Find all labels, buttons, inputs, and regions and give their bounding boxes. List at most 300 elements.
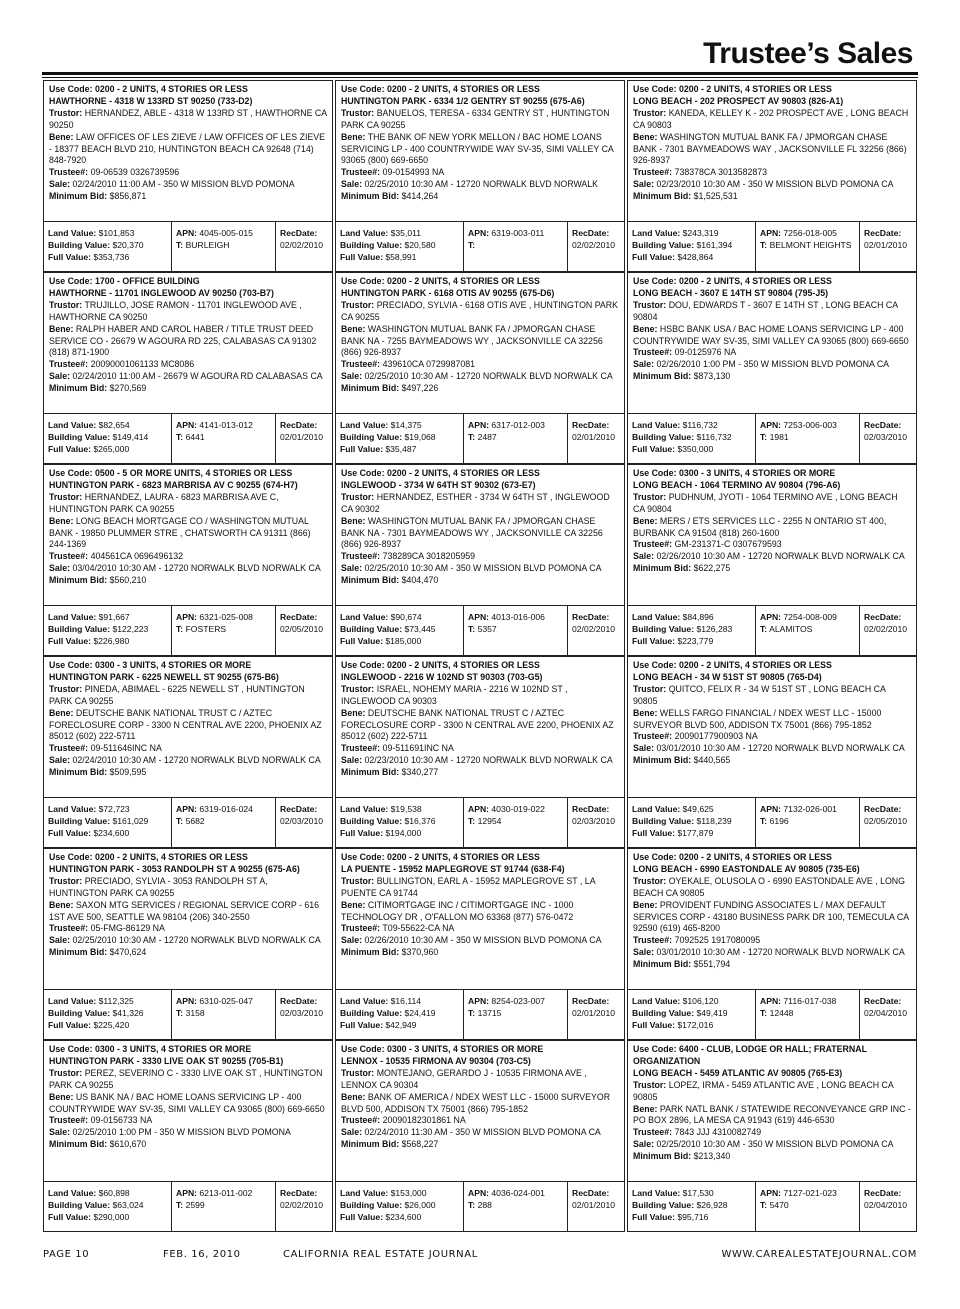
listing-values (628, 797, 916, 847)
apn-cell (755, 606, 859, 655)
use-code-label: Use Code: (341, 84, 385, 94)
value-row (280, 1187, 329, 1199)
value-row (48, 419, 168, 431)
listing-sale: 02/24/2010 10:30 AM - 12720 NORWALK BLVD NORWALK CA (72, 755, 321, 766)
listing-sale: 02/24/2010 11:30 AM - 350 W MISSION BLVD POMONA CA (364, 1127, 601, 1138)
value-row (176, 1199, 272, 1211)
listing-address: HAWTHORNE - 11701 INGLEWOOD AV 90250 (703-B7) (49, 287, 274, 298)
land-label: Land Value: (632, 995, 681, 1006)
trustee-label: Trustee#: (341, 743, 381, 754)
value-row (572, 419, 621, 431)
sale-label: Sale: (633, 947, 655, 958)
building-label: Building Value: (632, 431, 695, 442)
listing-bene-line (341, 132, 619, 168)
sale-label: Sale: (633, 743, 655, 754)
listing-t: 3158 (185, 1007, 205, 1018)
listing-building: $41,326 (112, 1007, 144, 1018)
listing-apn: 6319-003-011 (491, 227, 545, 238)
listing-bene-line (633, 132, 911, 168)
listing-trustee-line (49, 359, 327, 371)
listing-use-code-line (633, 276, 911, 288)
listing-trustee: GM-231371-C 0307679593 (674, 539, 782, 550)
listing-values (336, 413, 624, 463)
value-row (48, 1187, 168, 1199)
recdate-label: RecDate: (280, 227, 318, 238)
listing-recdate: 02/02/2010 (280, 1199, 324, 1210)
listing-bene-line (49, 324, 327, 360)
building-label: Building Value: (48, 1199, 111, 1210)
bene-label: Bene: (633, 515, 658, 526)
sale-label: Sale: (49, 179, 71, 190)
listing-trustee-line (49, 923, 327, 935)
land-label: Land Value: (48, 803, 97, 814)
listing-building: $161,394 (696, 239, 733, 250)
listing-values (336, 1181, 624, 1231)
listing-min-bid: $622,275 (693, 563, 731, 574)
listing-address: LONG BEACH - 34 W 51ST ST 90805 (765-D4) (633, 671, 822, 682)
listing-trustee-line (49, 743, 327, 755)
listing-sale-line (633, 551, 911, 563)
min-bid-label: Minimum Bid: (341, 767, 400, 778)
listing-card (43, 1040, 333, 1232)
value-row (340, 623, 460, 635)
t-label: T: (760, 1199, 768, 1210)
listing-full: $226,980 (93, 635, 130, 646)
building-label: Building Value: (340, 1007, 403, 1018)
recdate-label: RecDate: (864, 227, 902, 238)
listing-t: 6441 (185, 431, 205, 442)
listing-trustor-line (633, 1080, 911, 1104)
value-row (280, 419, 329, 431)
value-row (340, 239, 460, 251)
listing-address: HUNTINGTON PARK - 3053 RANDOLPH ST A 90255 (675-A6) (49, 863, 300, 874)
listing-recdate: 02/03/2010 (280, 1007, 324, 1018)
values-cell (628, 1182, 755, 1231)
trustee-label: Trustee#: (633, 731, 673, 742)
trustee-label: Trustee#: (633, 347, 673, 358)
value-row (572, 239, 621, 251)
listing-recdate: 02/01/2010 (864, 239, 908, 250)
land-label: Land Value: (340, 611, 389, 622)
listing-land: $106,120 (682, 995, 719, 1006)
listing-use-code: 0200 - 2 UNITS, 4 STORIES OR LESS (386, 84, 540, 94)
t-label: T: (468, 1199, 476, 1210)
footer-website[interactable]: WWW.CAREALESTATEJOURNAL.COM (721, 1249, 917, 1260)
full-label: Full Value: (632, 635, 675, 646)
sale-label: Sale: (49, 755, 71, 766)
listing-min-bid: $404,470 (401, 575, 439, 586)
listing-address-line (633, 1068, 911, 1080)
listing-trustee: 09-06539 0326739596 (90, 167, 180, 178)
full-label: Full Value: (48, 827, 91, 838)
listing-use-code-line (341, 468, 619, 480)
listing-use-code: 0300 - 3 UNITS, 4 STORIES OR MORE (678, 468, 836, 478)
min-bid-label: Minimum Bid: (633, 755, 692, 766)
listing-apn: 6319-016-024 (199, 803, 253, 814)
trustee-label: Trustee#: (633, 167, 673, 178)
listing-full: $353,736 (93, 251, 130, 262)
listing-bene-line (633, 900, 911, 936)
sale-label: Sale: (341, 179, 363, 190)
listing-use-code-line (49, 84, 327, 96)
listing-building: $122,223 (112, 623, 149, 634)
listing-use-code: 0200 - 2 UNITS, 4 STORIES OR LESS (678, 660, 832, 670)
listing-min-bid: $509,595 (109, 767, 147, 778)
listing-min-bid-line (341, 767, 619, 779)
listing-apn: 4013-016-006 (491, 611, 545, 622)
trustor-label: Trustor: (341, 299, 375, 310)
listing-sale: 03/01/2010 10:30 AM - 12720 NORWALK BLVD NORWALK CA (656, 947, 905, 958)
value-row (572, 1187, 621, 1199)
values-cell (44, 798, 171, 847)
trustee-label: Trustee#: (49, 743, 89, 754)
listing-apn: 6321-025-008 (199, 611, 253, 622)
listing-details (44, 1041, 332, 1181)
footer-page-number: PAGE 10 (43, 1249, 90, 1260)
use-code-label: Use Code: (633, 1044, 677, 1054)
sale-label: Sale: (633, 1139, 655, 1150)
listing-apn: 6317-012-003 (491, 419, 545, 430)
min-bid-label: Minimum Bid: (49, 947, 108, 958)
listing-values (336, 605, 624, 655)
recdate-cell (567, 798, 624, 847)
listing-sale: 02/26/2010 10:30 AM - 12720 NORWALK BLVD NORWALK CA (656, 551, 905, 562)
sale-label: Sale: (341, 935, 363, 946)
listing-use-code: 0200 - 2 UNITS, 4 STORIES OR LESS (386, 852, 540, 862)
apn-cell (755, 1182, 859, 1231)
recdate-label: RecDate: (572, 1187, 610, 1198)
listing-address-line (633, 672, 911, 684)
listing-use-code: 0200 - 2 UNITS, 4 STORIES OR LESS (678, 84, 832, 94)
use-code-label: Use Code: (49, 660, 93, 670)
sale-label: Sale: (341, 755, 363, 766)
listing-bene: DEUTSCHE BANK NATIONAL TRUST C / AZTEC FORECLOSURE CORP - 3300 N CENTRAL AVE 2200, PHOENIX AZ 85012 (602) 222-5711 (341, 707, 614, 742)
listing-trustee-line (49, 551, 327, 563)
apn-label: APN: (468, 611, 490, 622)
trustor-label: Trustor: (49, 875, 83, 886)
listing-sale: 02/25/2010 10:30 AM - 350 W MISSION BLVD POMONA CA (364, 563, 602, 574)
listing-use-code: 0500 - 5 OR MORE UNITS, 4 STORIES OR LESS (94, 468, 293, 478)
value-row (572, 815, 621, 827)
full-label: Full Value: (632, 1211, 675, 1222)
min-bid-label: Minimum Bid: (633, 959, 692, 970)
values-cell (44, 1182, 171, 1231)
values-cell (628, 414, 755, 463)
value-row (572, 1007, 621, 1019)
listing-sale-line (341, 371, 619, 383)
recdate-label: RecDate: (280, 995, 318, 1006)
listing-sale-line (341, 935, 619, 947)
value-row (468, 803, 564, 815)
value-row (176, 611, 272, 623)
listing-sale: 02/26/2010 10:30 AM - 350 W MISSION BLVD POMONA CA (364, 935, 602, 946)
listing-sale: 03/01/2010 10:30 AM - 12720 NORWALK BLVD NORWALK CA (656, 743, 905, 754)
apn-cell (171, 222, 275, 271)
recdate-cell (859, 798, 916, 847)
listing-trustor-line (633, 492, 911, 516)
listing-min-bid: $568,227 (401, 1139, 439, 1150)
listing-bene: HSBC BANK USA / BAC HOME LOANS SERVICING LP - 400 COUNTRYWIDE WAY SV-35, SIMI VALLEY CA 93065 (800) 669-6650 (633, 323, 909, 346)
listing-use-code-line (49, 276, 327, 288)
listing-details (44, 273, 332, 413)
listing-trustee: 7843 JJJ 4310082749 (674, 1127, 762, 1138)
listing-land: $101,853 (98, 227, 135, 238)
listing-land: $60,898 (98, 1187, 130, 1198)
listing-recdate: 02/01/2010 (280, 431, 324, 442)
sale-label: Sale: (49, 935, 71, 946)
listing-full: $42,949 (385, 1019, 417, 1030)
listing-trustor: KANEDA, KELLEY K - 202 PROSPECT AVE , LONG BEACH CA 90803 (633, 107, 909, 130)
listing-trustor: HERNANDEZ, LAURA - 6823 MARBRISA AVE C, HUNTINGTON PARK CA 90255 (49, 491, 279, 514)
recdate-cell (275, 990, 332, 1039)
listing-apn: 8254-023-007 (491, 995, 545, 1006)
value-row (340, 443, 460, 455)
value-row (760, 239, 856, 251)
listing-land: $35,011 (390, 227, 422, 238)
values-cell (44, 222, 171, 271)
listing-recdate: 02/01/2010 (572, 431, 616, 442)
listing-trustor: PEREZ, SEVERINO C - 3330 LIVE OAK ST , HUNTINGTON PARK CA 90255 (49, 1067, 323, 1090)
building-label: Building Value: (48, 1007, 111, 1018)
listing-card (335, 1040, 625, 1232)
value-row (340, 251, 460, 263)
listing-land: $153,000 (390, 1187, 427, 1198)
listing-card (627, 80, 917, 272)
value-row (176, 1187, 272, 1199)
value-row (468, 1187, 564, 1199)
value-row (632, 1007, 752, 1019)
value-row (632, 1187, 752, 1199)
listing-land: $243,319 (682, 227, 719, 238)
apn-label: APN: (468, 1187, 490, 1198)
use-code-label: Use Code: (341, 852, 385, 862)
recdate-cell (567, 414, 624, 463)
listing-card (43, 656, 333, 848)
trustee-label: Trustee#: (341, 359, 381, 370)
t-label: T: (760, 623, 768, 634)
value-row (864, 611, 913, 623)
building-label: Building Value: (48, 431, 111, 442)
value-row (280, 803, 329, 815)
building-label: Building Value: (48, 623, 111, 634)
listing-land: $17,530 (682, 1187, 714, 1198)
full-label: Full Value: (48, 1019, 91, 1030)
full-label: Full Value: (340, 827, 383, 838)
listing-min-bid: $1,525,531 (693, 191, 738, 202)
value-row (468, 815, 564, 827)
listing-address-line (633, 288, 911, 300)
listing-bene: WASHINGTON MUTUAL BANK FA / JPMORGAN CHASE BANK - 7301 BAYMEADOWS WAY , JACKSONVILLE FL 32256 (866) 926-8937 (633, 131, 907, 166)
listing-card (43, 80, 333, 272)
building-label: Building Value: (340, 623, 403, 634)
use-code-label: Use Code: (633, 468, 677, 478)
land-label: Land Value: (632, 803, 681, 814)
listing-trustor: PINEDA, ABIMAEL - 6225 NEWELL ST , HUNTINGTON PARK CA 90255 (49, 683, 305, 706)
listing-trustor: PUDHNUM, JYOTI - 1064 TERMINO AVE , LONG BEACH CA 90804 (633, 491, 898, 514)
listing-sale: 02/25/2010 10:30 AM - 350 W MISSION BLVD POMONA CA (656, 1139, 894, 1150)
listing-address: INGLEWOOD - 2216 W 102ND ST 90303 (703-G5) (341, 671, 543, 682)
listing-land: $90,674 (390, 611, 422, 622)
bene-label: Bene: (49, 131, 74, 142)
listing-apn: 7132-026-001 (783, 803, 837, 814)
apn-cell (755, 222, 859, 271)
apn-label: APN: (468, 803, 490, 814)
value-row (280, 239, 329, 251)
listing-use-code-line (341, 84, 619, 96)
listing-address: HUNTINGTON PARK - 3330 LIVE OAK ST 90255 (705-B1) (49, 1055, 284, 1066)
apn-label: APN: (176, 227, 198, 238)
trustee-label: Trustee#: (341, 551, 381, 562)
value-row (760, 227, 856, 239)
listing-details (628, 1041, 916, 1181)
value-row (340, 803, 460, 815)
building-label: Building Value: (632, 623, 695, 634)
value-row (280, 1199, 329, 1211)
building-label: Building Value: (340, 431, 403, 442)
listing-trustee-line (341, 551, 619, 563)
recdate-cell (567, 990, 624, 1039)
land-label: Land Value: (632, 227, 681, 238)
t-label: T: (760, 431, 768, 442)
listing-use-code-line (49, 468, 327, 480)
listing-address-line (341, 480, 619, 492)
min-bid-label: Minimum Bid: (49, 191, 108, 202)
listing-min-bid: $560,210 (109, 575, 147, 586)
listing-address: LONG BEACH - 5459 ATLANTIC AV 90805 (765-E3) (633, 1067, 843, 1078)
t-label: T: (760, 239, 768, 250)
listing-sale: 02/25/2010 10:30 AM - 12720 NORWALK BLVD NORWALK CA (72, 935, 321, 946)
listing-building: $26,000 (404, 1199, 436, 1210)
value-row (760, 1007, 856, 1019)
trustor-label: Trustor: (633, 1079, 667, 1090)
listing-full: $35,487 (385, 443, 417, 454)
value-row (760, 623, 856, 635)
listing-address: HUNTINGTON PARK - 6168 OTIS AV 90255 (675-D6) (341, 287, 555, 298)
value-row (340, 1187, 460, 1199)
values-cell (336, 606, 463, 655)
land-label: Land Value: (48, 995, 97, 1006)
apn-label: APN: (760, 227, 782, 238)
listing-values (44, 221, 332, 271)
listing-trustee-line (633, 731, 911, 743)
apn-label: APN: (468, 227, 490, 238)
listing-min-bid-line (633, 563, 911, 575)
listing-trustor: LOPEZ, IRMA - 5459 ATLANTIC AVE , LONG BEACH CA 90805 (633, 1079, 894, 1102)
listing-trustor-line (49, 876, 327, 900)
recdate-cell (275, 1182, 332, 1231)
recdate-cell (275, 606, 332, 655)
value-row (632, 623, 752, 635)
recdate-label: RecDate: (572, 227, 610, 238)
listing-bene-line (633, 324, 911, 348)
trustor-label: Trustor: (49, 1067, 83, 1078)
listing-min-bid: $873,130 (693, 371, 731, 382)
listing-min-bid-line (633, 191, 911, 203)
page-footer (43, 1249, 917, 1263)
listing-values (628, 605, 916, 655)
listing-sale-line (633, 179, 911, 191)
t-label: T: (468, 239, 476, 250)
listing-trustee: 09-511691INC NA (382, 743, 454, 754)
building-label: Building Value: (632, 239, 695, 250)
listing-full: $265,000 (93, 443, 130, 454)
listing-apn: 7256-018-005 (783, 227, 837, 238)
listing-bene-line (49, 708, 327, 744)
listing-use-code: 1700 - OFFICE BUILDING (94, 276, 200, 286)
recdate-label: RecDate: (864, 611, 902, 622)
value-row (632, 227, 752, 239)
value-row (48, 611, 168, 623)
listing-t: 2487 (477, 431, 497, 442)
trustor-label: Trustor: (633, 683, 667, 694)
value-row (572, 431, 621, 443)
listing-full: $428,864 (677, 251, 714, 262)
t-label: T: (176, 1007, 184, 1018)
recdate-cell (567, 1182, 624, 1231)
apn-cell (171, 990, 275, 1039)
listing-trustor: TRUJILLO, JOSE RAMON - 11701 INGLEWOOD AVE , HAWTHORNE CA 90250 (49, 299, 302, 322)
value-row (176, 431, 272, 443)
listing-trustor-line (49, 300, 327, 324)
listing-land: $49,625 (682, 803, 714, 814)
value-row (468, 419, 564, 431)
listing-use-code: 6400 - CLUB, LODGE OR HALL; FRATERNAL ORGANIZATION (633, 1044, 867, 1066)
listing-details (628, 273, 916, 413)
value-row (632, 239, 752, 251)
listing-trustor-line (49, 1068, 327, 1092)
value-row (760, 803, 856, 815)
listing-use-code-line (633, 84, 911, 96)
value-row (468, 1199, 564, 1211)
listing-bene: WELLS FARGO FINANCIAL / NDEX WEST LLC - 15000 SURVEYOR BLVD 500, ADDISON TX 75001 (866) 795-1852 (633, 707, 882, 730)
listing-values (44, 797, 332, 847)
listing-use-code-line (633, 660, 911, 672)
recdate-cell (859, 606, 916, 655)
full-label: Full Value: (340, 443, 383, 454)
listing-t: 6196 (769, 815, 789, 826)
listing-trustee-line (633, 1127, 911, 1139)
listing-details (336, 465, 624, 605)
listing-trustee-line (49, 1115, 327, 1127)
values-cell (336, 990, 463, 1039)
value-row (176, 803, 272, 815)
use-code-label: Use Code: (633, 84, 677, 94)
listing-use-code: 0200 - 2 UNITS, 4 STORIES OR LESS (386, 276, 540, 286)
listings-grid (43, 80, 917, 1232)
value-row (340, 815, 460, 827)
listing-trustee-line (633, 539, 911, 551)
listing-use-code: 0200 - 2 UNITS, 4 STORIES OR LESS (94, 852, 248, 862)
apn-label: APN: (760, 611, 782, 622)
value-row (48, 1019, 168, 1031)
listing-trustor-line (341, 684, 619, 708)
bene-label: Bene: (49, 899, 74, 910)
listing-address-line (49, 96, 327, 108)
listing-sale: 02/24/2010 11:00 AM - 350 W MISSION BLVD POMONA (72, 179, 295, 190)
value-row (340, 827, 460, 839)
sale-label: Sale: (49, 371, 71, 382)
building-label: Building Value: (48, 239, 111, 250)
trustee-label: Trustee#: (49, 1115, 89, 1126)
listing-t: 1981 (769, 431, 789, 442)
listing-full: $234,600 (93, 827, 130, 838)
value-row (48, 239, 168, 251)
listing-trustor: ISRAEL, NOHEMY MARIA - 2216 W 102ND ST , INGLEWOOD CA 90303 (341, 683, 568, 706)
full-label: Full Value: (48, 251, 91, 262)
apn-label: APN: (760, 995, 782, 1006)
listing-use-code: 0200 - 2 UNITS, 4 STORIES OR LESS (386, 660, 540, 670)
listing-details (44, 81, 332, 221)
